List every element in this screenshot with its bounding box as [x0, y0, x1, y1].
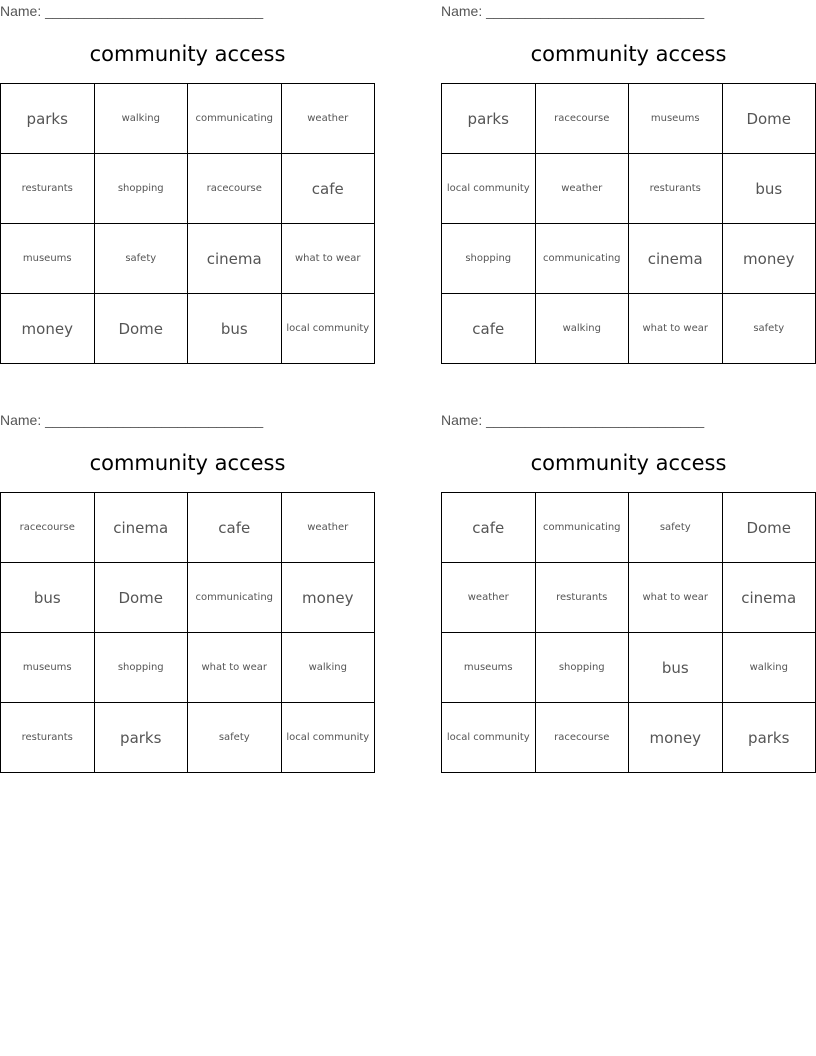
- grid-row: [1, 84, 375, 154]
- bingo-cell[interactable]: safety: [722, 294, 816, 364]
- bingo-cell[interactable]: local community: [281, 703, 375, 773]
- bingo-cell[interactable]: weather: [281, 493, 375, 563]
- bingo-cell[interactable]: bus: [722, 154, 816, 224]
- bingo-cell[interactable]: parks: [1, 84, 95, 154]
- bingo-cell[interactable]: weather: [442, 563, 536, 633]
- bingo-cell[interactable]: walking: [281, 633, 375, 703]
- grid-row: [442, 84, 816, 154]
- bingo-cell[interactable]: cinema: [94, 493, 188, 563]
- bingo-cell[interactable]: walking: [722, 633, 816, 703]
- grid-row: [1, 294, 375, 364]
- name-field[interactable]: Name: ____________________________: [441, 412, 705, 428]
- bingo-cell[interactable]: communicating: [535, 224, 629, 294]
- grid-row: [442, 703, 816, 773]
- bingo-grid: [441, 492, 816, 773]
- bingo-cell[interactable]: bus: [629, 633, 723, 703]
- bingo-cell[interactable]: walking: [94, 84, 188, 154]
- bingo-cell[interactable]: racecourse: [535, 703, 629, 773]
- card-title: community access: [89, 451, 286, 475]
- bingo-cell[interactable]: bus: [188, 294, 282, 364]
- bingo-cell[interactable]: cafe: [442, 493, 536, 563]
- grid-row: [442, 563, 816, 633]
- grid-row: [1, 703, 375, 773]
- bingo-cell[interactable]: racecourse: [535, 84, 629, 154]
- bingo-cell[interactable]: resturants: [1, 703, 95, 773]
- bingo-cell[interactable]: parks: [442, 84, 536, 154]
- bingo-cell[interactable]: bus: [1, 563, 95, 633]
- bingo-cell[interactable]: local community: [442, 154, 536, 224]
- bingo-grid: [0, 83, 375, 364]
- bingo-cell[interactable]: safety: [188, 703, 282, 773]
- bingo-cell[interactable]: resturants: [535, 563, 629, 633]
- bingo-grid: [441, 83, 816, 364]
- bingo-cell[interactable]: local community: [281, 294, 375, 364]
- bingo-cell[interactable]: money: [629, 703, 723, 773]
- bingo-cell[interactable]: safety: [629, 493, 723, 563]
- bingo-cell[interactable]: shopping: [535, 633, 629, 703]
- grid-row: [442, 224, 816, 294]
- bingo-cell[interactable]: communicating: [188, 84, 282, 154]
- bingo-cell[interactable]: parks: [722, 703, 816, 773]
- bingo-cell[interactable]: local community: [442, 703, 536, 773]
- name-field[interactable]: Name: ____________________________: [0, 3, 264, 19]
- name-field[interactable]: Name: ____________________________: [0, 412, 264, 428]
- grid-row: [1, 563, 375, 633]
- grid-row: [1, 154, 375, 224]
- bingo-cell[interactable]: weather: [535, 154, 629, 224]
- bingo-cell[interactable]: what to wear: [629, 563, 723, 633]
- card-title: community access: [530, 451, 727, 475]
- grid-row: [442, 493, 816, 563]
- bingo-cell[interactable]: what to wear: [281, 224, 375, 294]
- bingo-cell[interactable]: safety: [94, 224, 188, 294]
- bingo-cell[interactable]: museums: [1, 633, 95, 703]
- bingo-cell[interactable]: Dome: [722, 493, 816, 563]
- bingo-cell[interactable]: cafe: [281, 154, 375, 224]
- bingo-cell[interactable]: parks: [94, 703, 188, 773]
- bingo-cell[interactable]: cinema: [188, 224, 282, 294]
- grid-row: [1, 493, 375, 563]
- grid-row: [442, 154, 816, 224]
- bingo-cell[interactable]: communicating: [188, 563, 282, 633]
- bingo-grid: [0, 492, 375, 773]
- bingo-cell[interactable]: museums: [1, 224, 95, 294]
- bingo-cell[interactable]: cafe: [442, 294, 536, 364]
- bingo-cell[interactable]: money: [722, 224, 816, 294]
- bingo-cell[interactable]: weather: [281, 84, 375, 154]
- grid-row: [442, 294, 816, 364]
- bingo-cell[interactable]: communicating: [535, 493, 629, 563]
- bingo-cell[interactable]: museums: [629, 84, 723, 154]
- bingo-cell[interactable]: cinema: [722, 563, 816, 633]
- bingo-cell[interactable]: what to wear: [188, 633, 282, 703]
- bingo-cell[interactable]: resturants: [1, 154, 95, 224]
- bingo-cell[interactable]: cafe: [188, 493, 282, 563]
- bingo-cell[interactable]: museums: [442, 633, 536, 703]
- bingo-cell[interactable]: what to wear: [629, 294, 723, 364]
- bingo-cell[interactable]: shopping: [94, 633, 188, 703]
- grid-row: [1, 224, 375, 294]
- bingo-cell[interactable]: resturants: [629, 154, 723, 224]
- name-field[interactable]: Name: ____________________________: [441, 3, 705, 19]
- bingo-cell[interactable]: Dome: [94, 294, 188, 364]
- card-title: community access: [530, 42, 727, 66]
- bingo-cell[interactable]: shopping: [442, 224, 536, 294]
- card-title: community access: [89, 42, 286, 66]
- bingo-cell[interactable]: money: [281, 563, 375, 633]
- bingo-cell[interactable]: cinema: [629, 224, 723, 294]
- bingo-cell[interactable]: Dome: [94, 563, 188, 633]
- bingo-cell[interactable]: racecourse: [188, 154, 282, 224]
- bingo-cell[interactable]: walking: [535, 294, 629, 364]
- bingo-cell[interactable]: racecourse: [1, 493, 95, 563]
- bingo-cell[interactable]: money: [1, 294, 95, 364]
- grid-row: [1, 633, 375, 703]
- bingo-cell[interactable]: shopping: [94, 154, 188, 224]
- bingo-cell[interactable]: Dome: [722, 84, 816, 154]
- grid-row: [442, 633, 816, 703]
